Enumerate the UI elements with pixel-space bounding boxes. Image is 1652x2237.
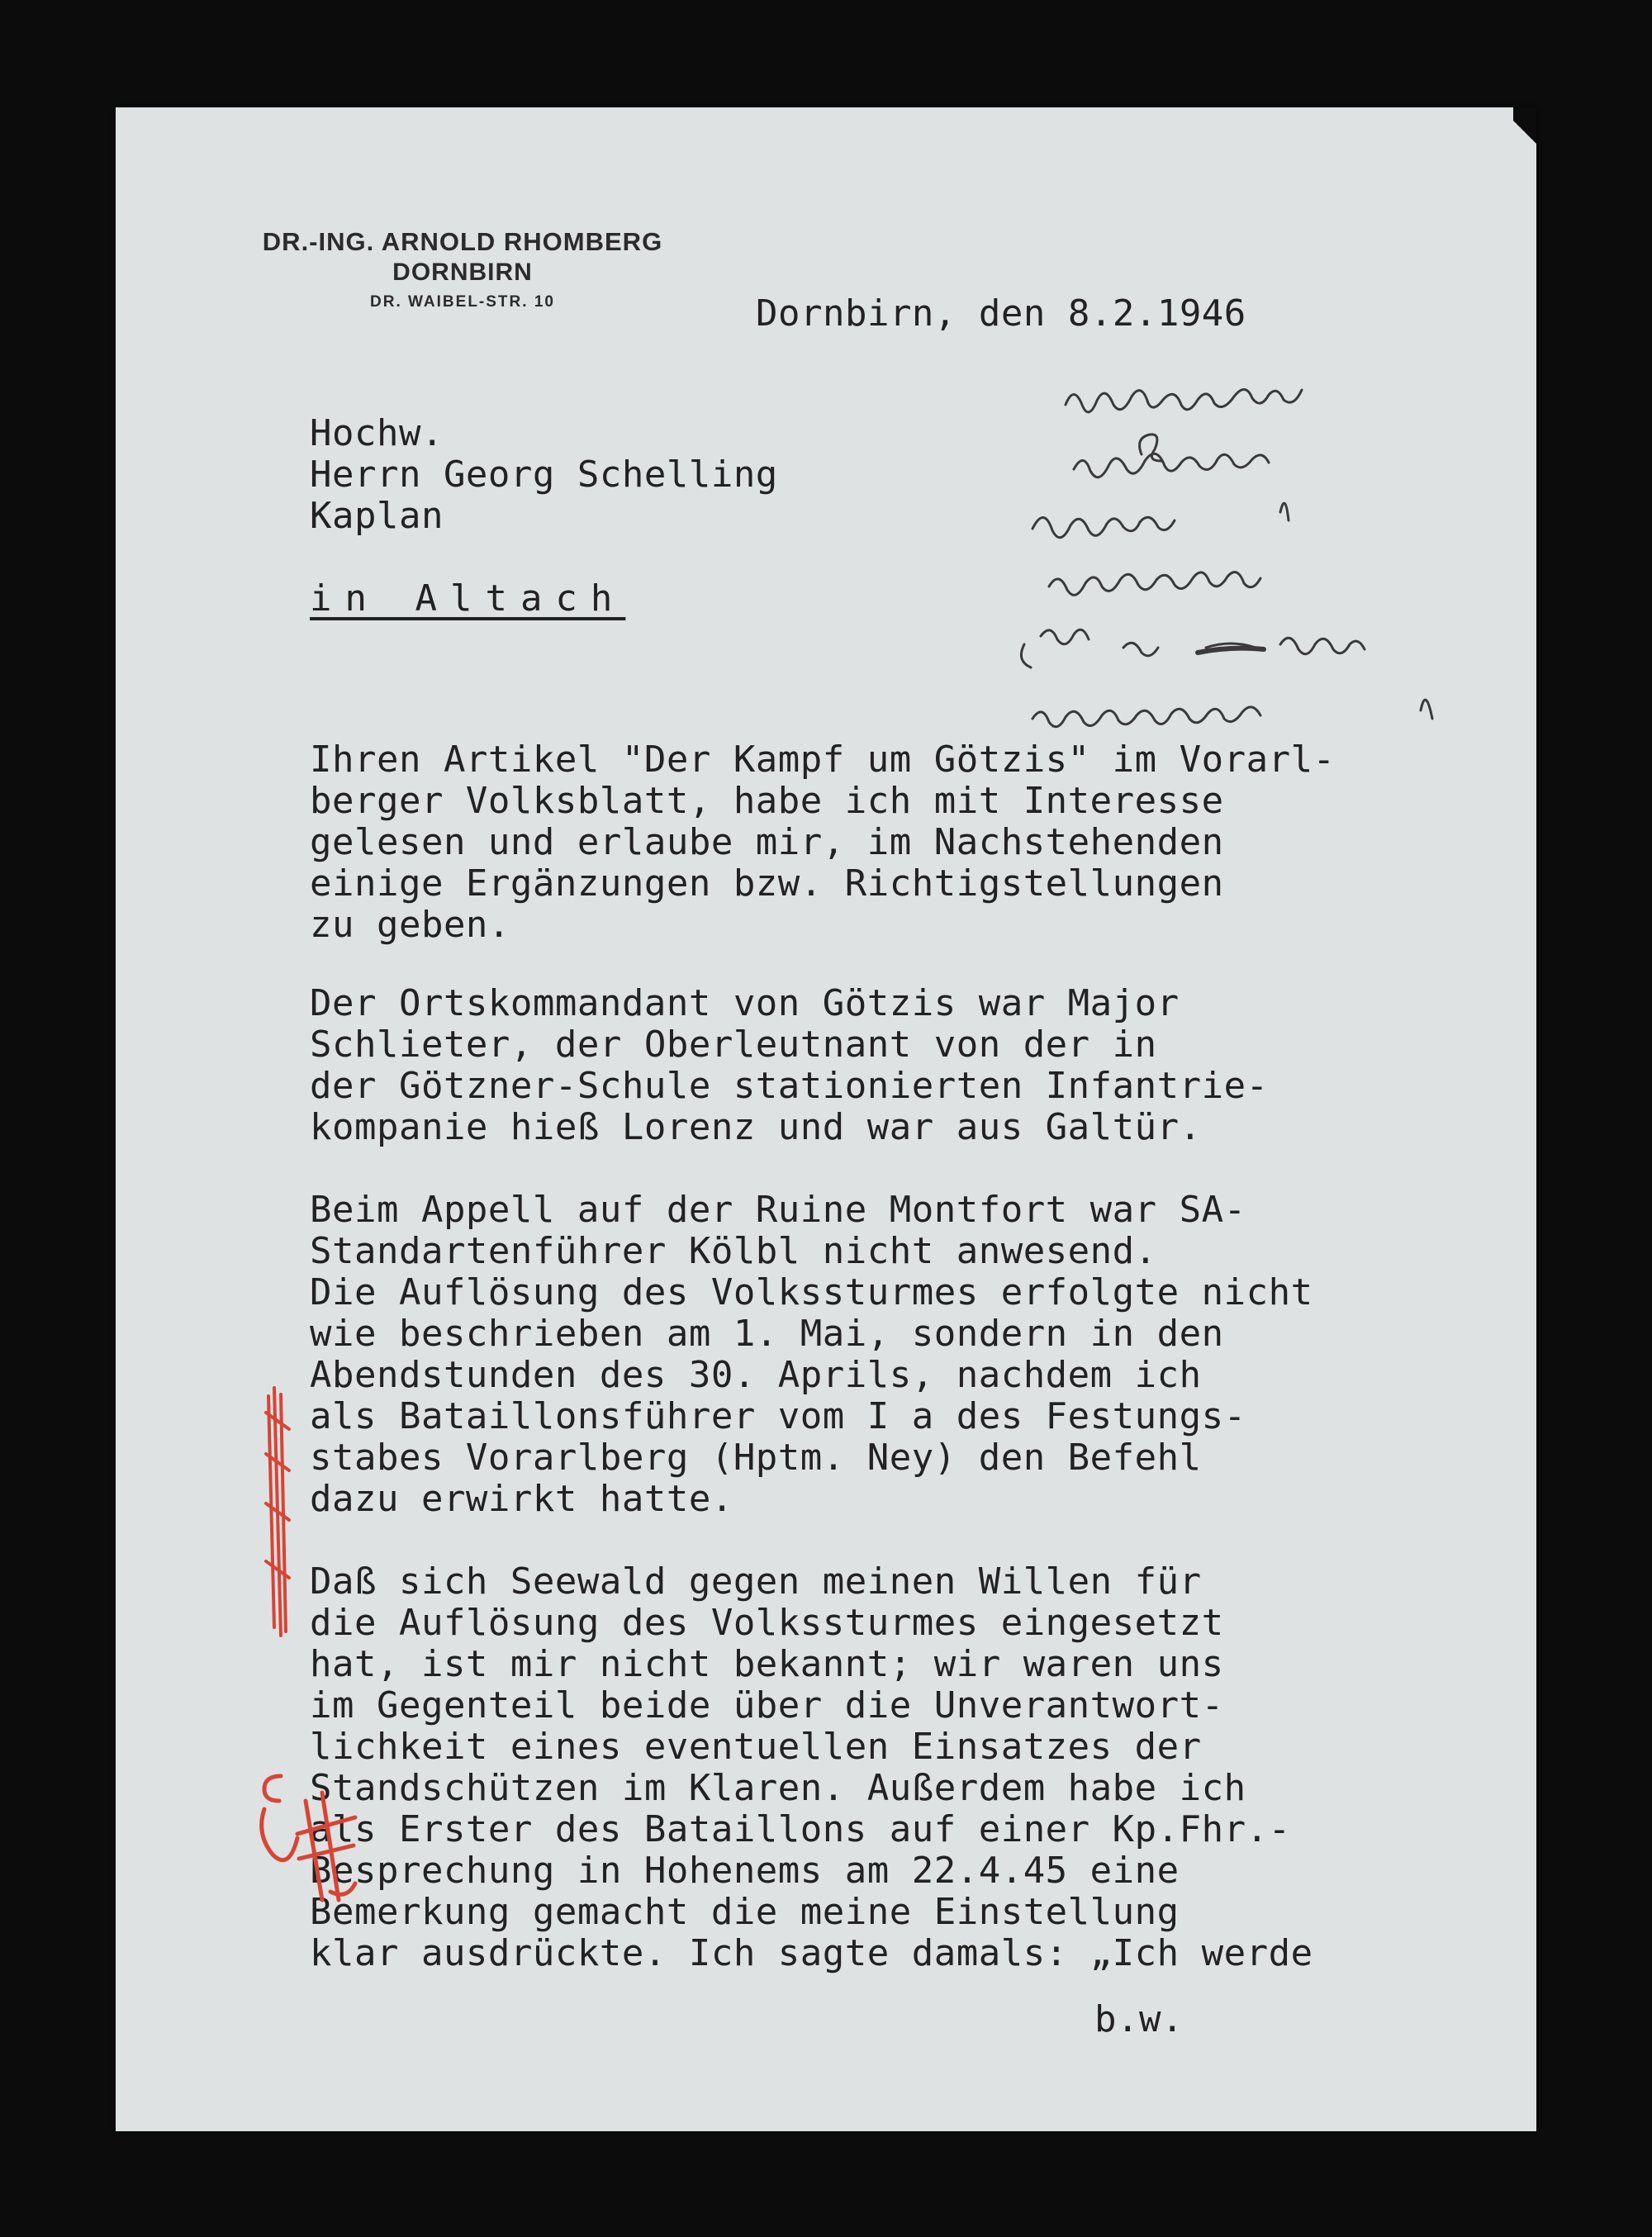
letter-date: Dornbirn, den 8.2.1946	[756, 292, 1246, 335]
paragraph-local-command: Der Ortskommandant von Götzis war Major Schlieter, der Oberleutnant von der in der Götzner-Schule stationierten Infantrie- kompanie hieß Lorenz und war aus Galtür.	[310, 982, 1269, 1148]
page-turn-note: b.w.	[1094, 1998, 1184, 2040]
recipient-salutation: Hochw.	[310, 412, 444, 454]
recipient-title: Kaplan	[310, 495, 444, 537]
paragraph-volkssturm-dissolution: Beim Appell auf der Ruine Montfort war SA- Standartenführer Kölbl nicht anwesend. Die Auflösung des Volkssturmes erfolgte nicht wie beschrieben am 1. Mai, sondern in den Abendstunden des 30. Aprils, nachdem ich als Bataillonsführer vom I a des Festungs- stabes Vorarlberg (Hptm. Ney) den Befehl dazu erwirkt hatte.	[310, 1189, 1313, 1520]
paragraph-article-reference: Ihren Artikel "Der Kampf um Götzis" im Vorarl- berger Volksblatt, habe ich mit Interesse gelesen und erlaube mir, im Nachstehenden einige Ergänzungen bzw. Richtigstellungen zu geben.	[310, 739, 1336, 946]
recipient-place: in Altach	[310, 577, 626, 620]
red-margin-initials	[248, 1760, 372, 1916]
letterhead-street: DR. WAIBEL-STR. 10	[370, 293, 555, 311]
recipient-name: Herrn Georg Schelling	[310, 454, 778, 496]
paragraph-seewald: Daß sich Seewald gegen meinen Willen für die Auflösung des Volkssturmes eingesetzt hat, ist mir nicht bekannt; wir waren uns im Gegenteil beide über die Unverantwort- lichkeit eines eventuellen Einsatzes der Standschützen im Klaren. Außerdem habe ich als Erster des Bataillons auf einer Kp.Fhr.- Besprechung in Hohenems am 22.4.45 eine Bemerkung gemacht die meine Einstellung klar ausdrückte. Ich sagte damals: „Ich werde	[310, 1560, 1313, 1974]
letterhead	[223, 227, 702, 311]
red-margin-stroke	[256, 1380, 306, 1652]
letterhead-name: DR.-ING. ARNOLD RHOMBERG	[262, 227, 663, 256]
recipient-block	[310, 413, 778, 537]
letterhead-city: DORNBIRN	[392, 259, 533, 286]
letter-page	[116, 107, 1536, 2131]
